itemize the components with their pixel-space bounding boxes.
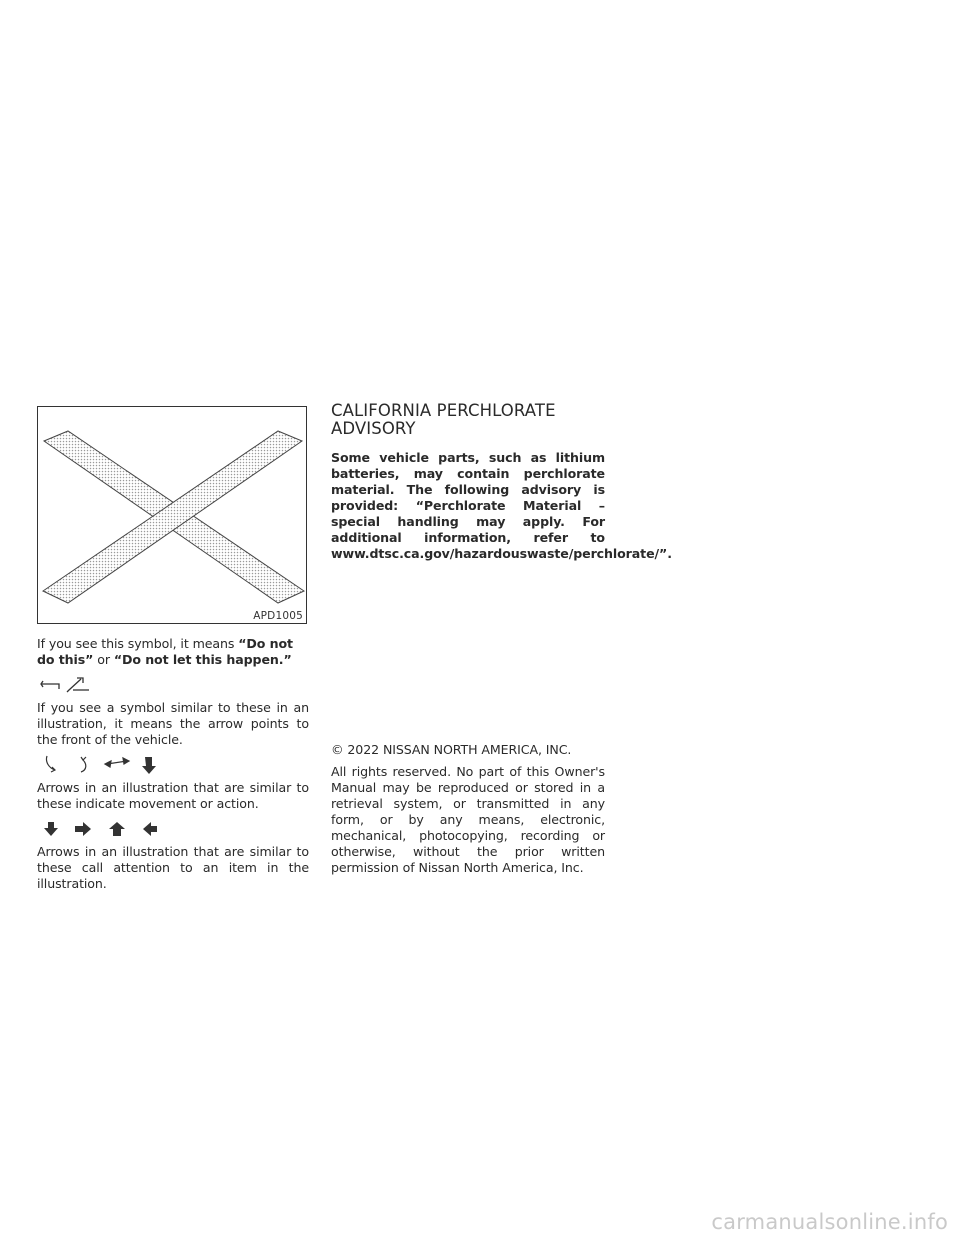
vehicle-front-arrow-icon — [41, 681, 59, 689]
p1-or: or — [93, 652, 114, 667]
attention-arrows-row — [37, 816, 309, 842]
x-mark-do-not-icon — [38, 407, 308, 625]
down-arrow-icon — [44, 822, 58, 836]
left-arrow-icon — [143, 822, 157, 836]
rights-paragraph: All rights reserved. No part of this Owner's Manual may be reproduced or stored in a retrieval system, or transmitted in any form, or by any means, electronic, mechanical, photocopying, recording or otherwise, without the prior written permission of Nissan North America, Inc. — [331, 764, 605, 875]
do-not-paragraph — [37, 636, 309, 668]
site-watermark: carmanualsonline.info — [711, 1210, 948, 1234]
figure-code: APD1005 — [253, 610, 303, 622]
bent-arrow-icon — [142, 757, 156, 774]
up-arrow-icon — [109, 822, 125, 836]
vehicle-front-arrow-icon — [67, 678, 89, 692]
left-column — [37, 406, 309, 892]
do-not-figure — [37, 406, 307, 624]
front-arrows-row — [37, 672, 309, 698]
curved-arrow-icon — [46, 756, 55, 772]
attention-paragraph: Arrows in an illustration that are similar to these call attention to an item in the illustration. — [37, 844, 309, 891]
double-arrow-icon — [105, 758, 129, 767]
p1-bold-do-not: “Do not do this” — [37, 636, 293, 667]
p1-bold-do-not-let: “Do not let this happen.” — [113, 652, 292, 667]
p1-text: If you see this symbol, it means — [37, 636, 239, 651]
movement-paragraph: Arrows in an illustration that are similar to these indicate movement or action. — [37, 780, 309, 811]
advisory-paragraph: Some vehicle parts, such as lithium batteries, may contain perchlorate material. The following advisory is provided: “Perchlorate Material – special handling may apply. For additional information, refer to www.dtsc.ca.gov/hazardouswaste/perchlorate/”. — [331, 450, 672, 561]
front-arrow-paragraph: If you see a symbol similar to these in an illustration, it means the arrow points to the front of the vehicle. — [37, 700, 309, 747]
movement-arrows-row — [37, 752, 309, 778]
copyright-line: © 2022 NISSAN NORTH AMERICA, INC. — [331, 742, 572, 757]
right-column — [331, 401, 672, 562]
advisory-heading: CALIFORNIA PERCHLORATE ADVISORY — [331, 401, 556, 438]
curved-arrow-icon — [81, 757, 86, 772]
copyright-block — [331, 742, 605, 882]
right-arrow-icon — [75, 822, 91, 836]
